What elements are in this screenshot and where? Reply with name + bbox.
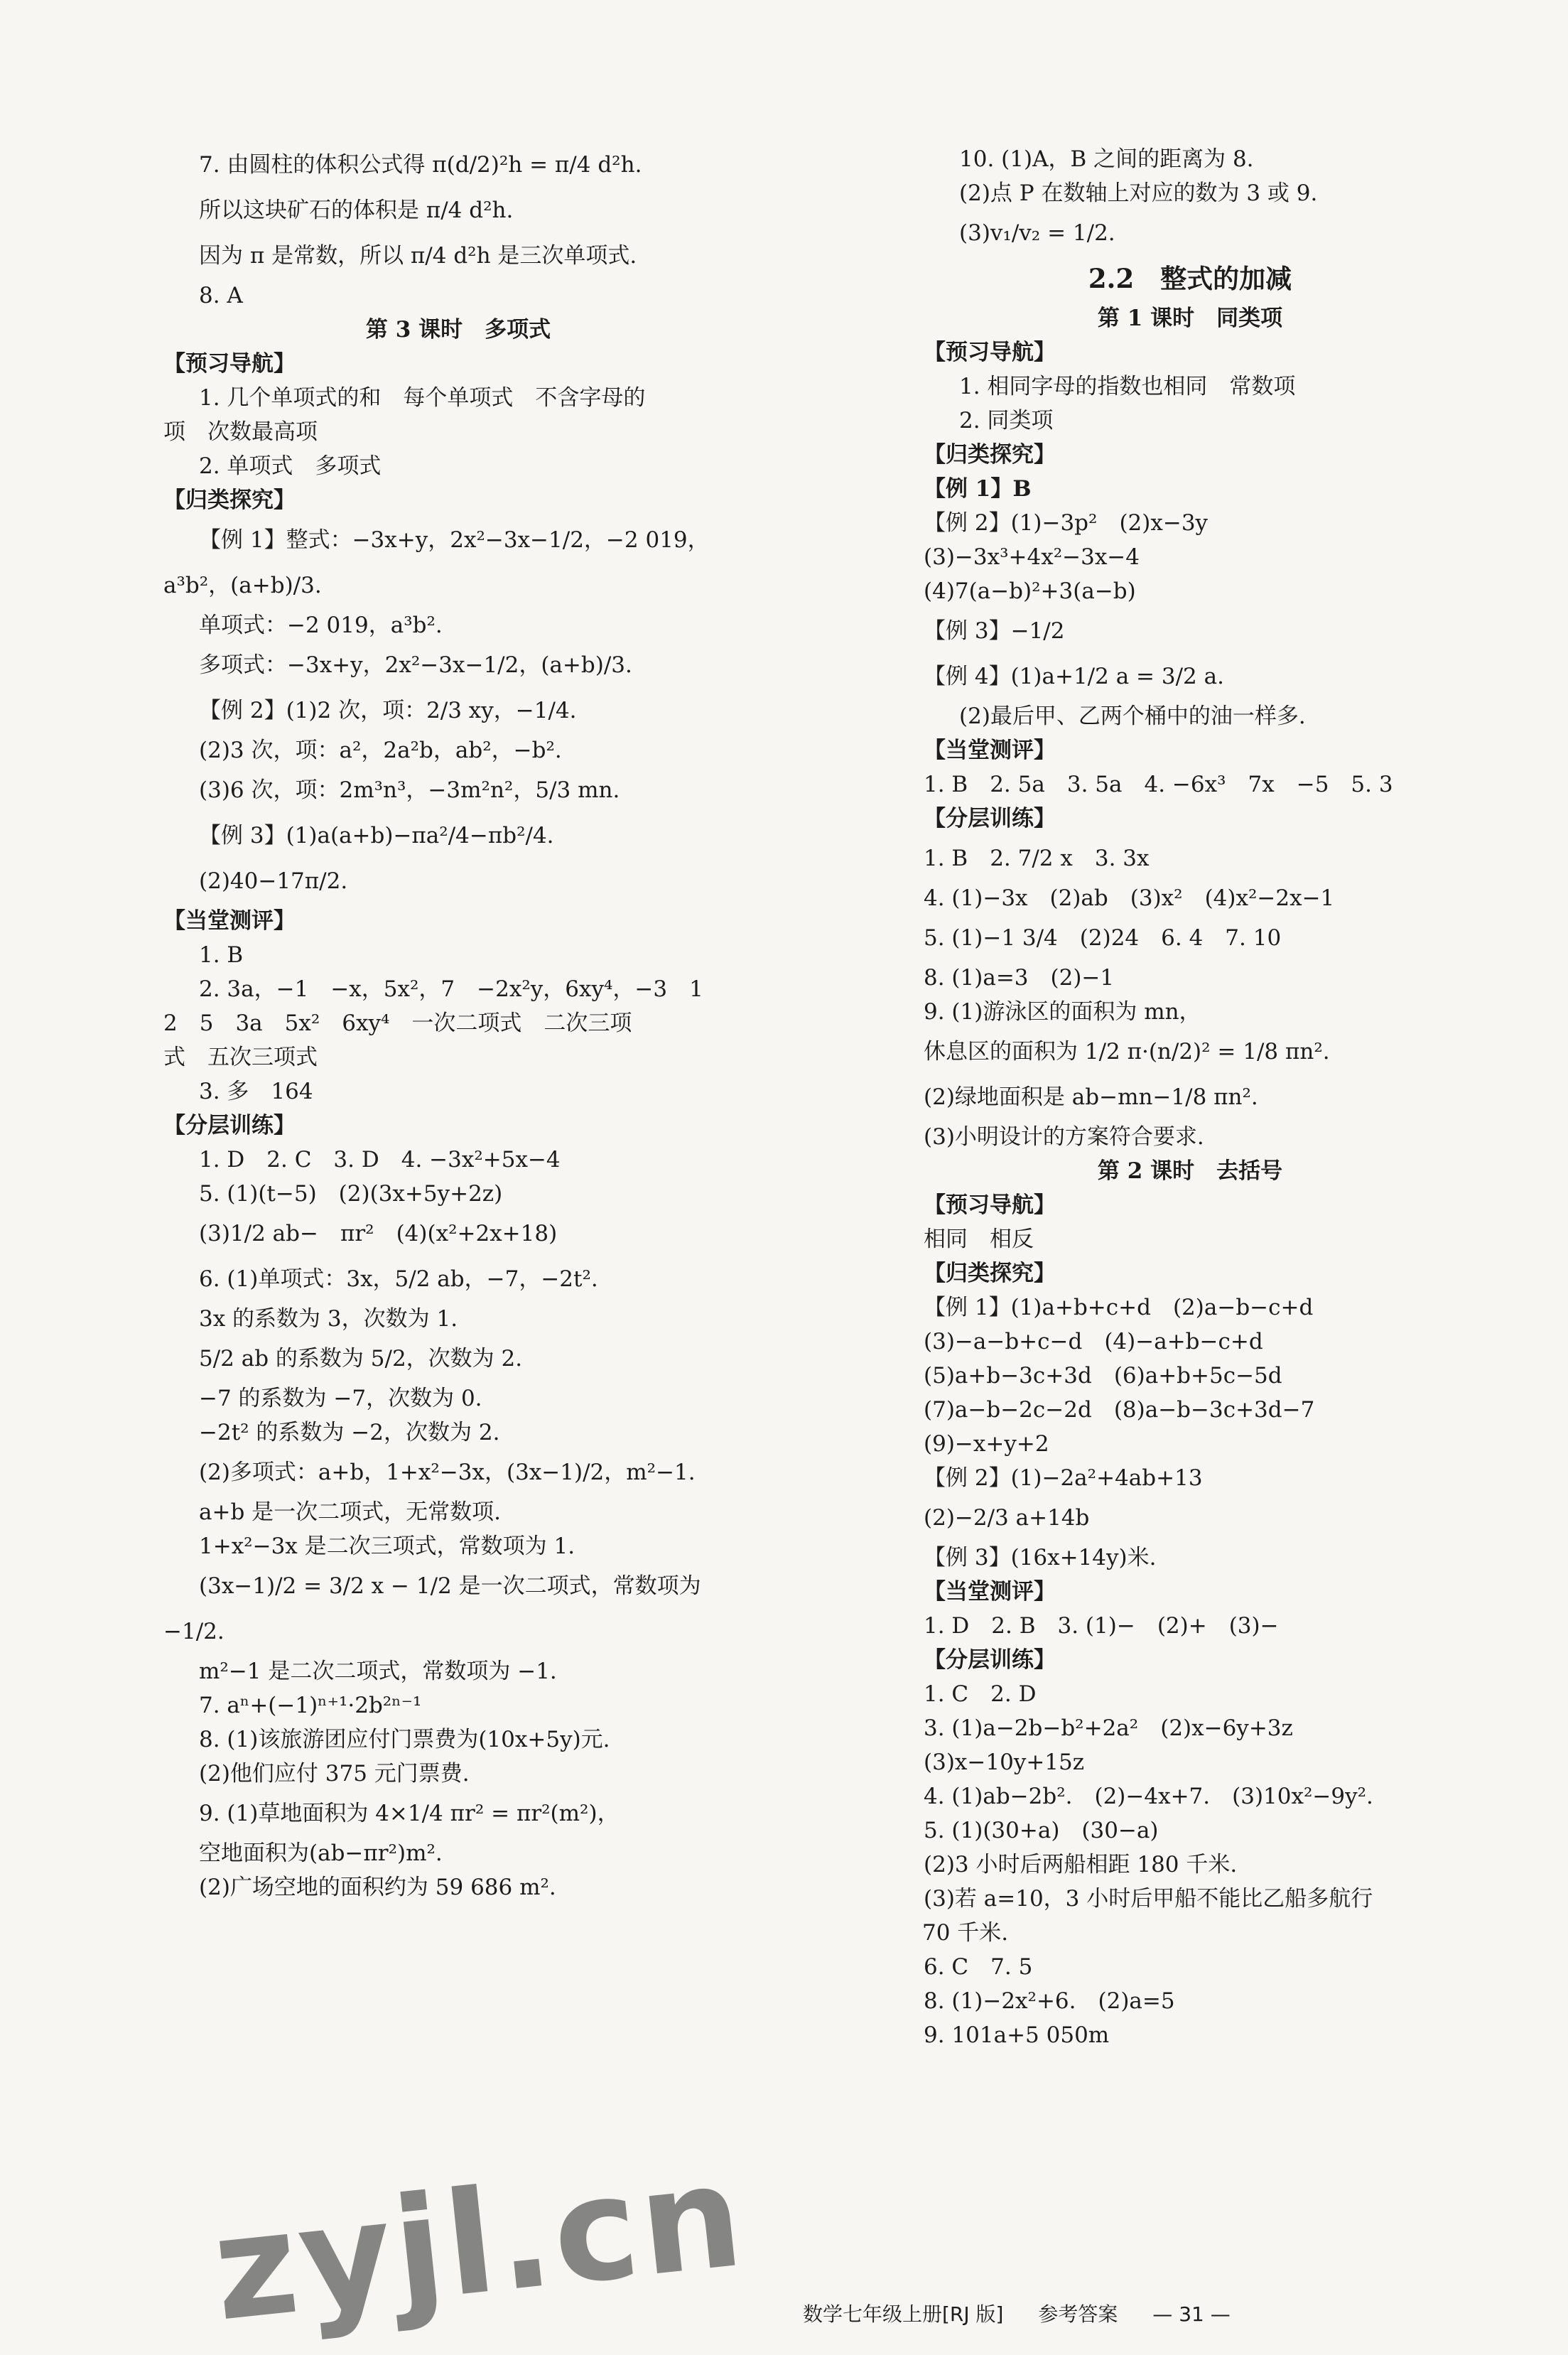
answer-line: (5)a+b−3c+3d (6)a+b+5c−5d xyxy=(924,1363,1282,1389)
answer-line: 70 千米. xyxy=(922,1920,1009,1946)
answer-line: 第 2 课时 去括号 xyxy=(1097,1158,1283,1184)
answer-line: 【例 1】(1)a+b+c+d (2)a−b−c+d xyxy=(924,1295,1314,1320)
answer-line: 【预习导航】 xyxy=(163,351,296,377)
answer-line: (3)若 a=10，3 小时后甲船不能比乙船多航行 xyxy=(924,1886,1373,1912)
answer-line: 8. (1)−2x²+6. (2)a=5 xyxy=(924,1988,1175,2014)
answer-line: 【归类探究】 xyxy=(924,1261,1056,1286)
answer-line: (3)−3x³+4x²−3x−4 xyxy=(924,544,1140,570)
answer-line: 6. C 7. 5 xyxy=(924,1954,1033,1980)
answer-line: (2)3 次，项：a²，2a²b，ab²，−b². xyxy=(199,738,562,763)
answer-line: 因为 π 是常数，所以 π/4 d²h 是三次单项式. xyxy=(199,243,637,269)
answer-line: 【例 3】(16x+14y)米. xyxy=(924,1545,1157,1570)
answer-line: (2)40−17π/2. xyxy=(199,868,348,894)
answer-line: 第 3 课时 多项式 xyxy=(365,317,551,343)
answer-line: 【归类探究】 xyxy=(163,487,296,513)
answer-line: 3. (1)a−2b−b²+2a² (2)x−6y+3z xyxy=(924,1715,1293,1741)
answer-line: 休息区的面积为 1/2 π·(n/2)² = 1/8 πn². xyxy=(924,1039,1330,1065)
answer-line: 【分层训练】 xyxy=(163,1113,296,1138)
answer-line: (2)最后甲、乙两个桶中的油一样多. xyxy=(959,704,1306,729)
page-footer xyxy=(803,2299,1259,2327)
answer-line: −7 的系数为 −7，次数为 0. xyxy=(199,1386,482,1411)
answer-line: (3)v₁/v₂ = 1/2. xyxy=(959,220,1115,246)
answer-line: (3)6 次，项：2m³n³，−3m²n²，5/3 mn. xyxy=(199,777,620,803)
answer-line: a+b 是一次二项式，无常数项. xyxy=(199,1499,502,1525)
answer-line: 2. 3a，−1 −x，5x²，7 −2x²y，6xy⁴，−3 1 xyxy=(199,976,703,1002)
answer-line: 相同 相反 xyxy=(924,1227,1034,1252)
answer-line: (9)−x+y+2 xyxy=(924,1431,1049,1457)
answer-line: 7. 由圆柱的体积公式得 π(d/2)²h = π/4 d²h. xyxy=(199,152,642,178)
answer-line: 1. D 2. B 3. (1)− (2)+ (3)− xyxy=(924,1613,1279,1639)
answer-line: a³b²，(a+b)/3. xyxy=(163,573,322,598)
answer-line: 4. (1)−3x (2)ab (3)x² (4)x²−2x−1 xyxy=(924,885,1335,911)
answer-line: 2. 同类项 xyxy=(959,408,1054,433)
answer-line: 9. (1)游泳区的面积为 mn， xyxy=(924,999,1201,1025)
answer-line: 1. B 2. 7/2 x 3. 3x xyxy=(924,846,1150,871)
answer-line: 9. 101a+5 050m xyxy=(924,2022,1110,2048)
answer-line: 1. C 2. D xyxy=(924,1681,1037,1707)
watermark-logo: zyjl.cn xyxy=(205,2133,752,2354)
answer-line: (2)点 P 在数轴上对应的数为 3 或 9. xyxy=(959,180,1318,206)
answer-line: −1/2. xyxy=(163,1619,225,1644)
answer-line: 8. A xyxy=(199,283,243,308)
answer-line: 5. (1)−1 3/4 (2)24 6. 4 7. 10 xyxy=(924,925,1282,951)
answer-line: (3)−a−b+c−d (4)−a+b−c+d xyxy=(924,1329,1263,1354)
answer-line: 7. aⁿ+(−1)ⁿ⁺¹·2b²ⁿ⁻¹ xyxy=(199,1693,422,1718)
answer-line: m²−1 是二次二项式，常数项为 −1. xyxy=(199,1659,557,1684)
answer-line: 1. B 2. 5a 3. 5a 4. −6x³ 7x −5 5. 3 xyxy=(924,772,1393,797)
answer-line: 5. (1)(30+a) (30−a) xyxy=(924,1818,1159,1843)
answer-line: 2 5 3a 5x² 6xy⁴ 一次二项式 二次三项 xyxy=(163,1011,632,1036)
answer-line: 【预习导航】 xyxy=(924,340,1056,365)
answer-line: 【例 3】−1/2 xyxy=(924,618,1065,644)
answer-line: 8. (1)a=3 (2)−1 xyxy=(924,965,1115,991)
answer-line: 3. 多 164 xyxy=(199,1079,313,1104)
answer-line: 1. 几个单项式的和 每个单项式 不含字母的 xyxy=(199,385,646,411)
answer-line: 【分层训练】 xyxy=(924,1647,1056,1673)
answer-line: 式 五次三项式 xyxy=(163,1045,318,1070)
answer-line: 4. (1)ab−2b². (2)−4x+7. (3)10x²−9y². xyxy=(924,1784,1373,1809)
answer-line: (3)1/2 ab− πr² (4)(x²+2x+18) xyxy=(199,1221,558,1246)
answer-line: 空地面积为(ab−πr²)m². xyxy=(199,1841,443,1866)
answer-line: 10. (1)A，B 之间的距离为 8. xyxy=(959,146,1254,172)
answer-line: 5/2 ab 的系数为 5/2，次数为 2. xyxy=(199,1346,523,1371)
answer-line: 【当堂测评】 xyxy=(924,738,1056,763)
answer-line: 【分层训练】 xyxy=(924,806,1056,831)
answer-line: 多项式：−3x+y，2x²−3x−1/2，(a+b)/3. xyxy=(199,652,632,678)
answer-line: 所以这块矿石的体积是 π/4 d²h. xyxy=(199,198,514,223)
answer-line: 【例 3】(1)a(a+b)−πa²/4−πb²/4. xyxy=(199,823,554,848)
answer-line: (2)他们应付 375 元门票费. xyxy=(199,1761,470,1787)
answer-line: 【当堂测评】 xyxy=(924,1579,1056,1605)
answer-line: 6. (1)单项式：3x，5/2 ab，−7，−2t². xyxy=(199,1266,598,1292)
answer-line: (2)广场空地的面积约为 59 686 m². xyxy=(199,1875,556,1900)
answer-line: 【例 1】B xyxy=(924,476,1032,502)
answer-line: (2)多项式：a+b，1+x²−3x，(3x−1)/2，m²−1. xyxy=(199,1460,696,1485)
answer-line: 【例 2】(1)2 次，项：2/3 xy，−1/4. xyxy=(199,698,577,723)
answer-line: 【例 2】(1)−2a²+4ab+13 xyxy=(924,1465,1203,1491)
footer-page-number: — 31 — xyxy=(1152,2302,1231,2326)
answer-line: 1. D 2. C 3. D 4. −3x²+5x−4 xyxy=(199,1147,561,1173)
footer-book-title: 数学七年级上册[RJ 版] xyxy=(803,2302,1004,2326)
answer-line: 5. (1)(t−5) (2)(3x+5y+2z) xyxy=(199,1181,503,1207)
right-column xyxy=(924,142,1456,2052)
answer-line: 【例 1】整式：−3x+y，2x²−3x−1/2，−2 019， xyxy=(199,527,710,553)
answer-line: 1+x²−3x 是二次三项式，常数项为 1. xyxy=(199,1534,575,1559)
answer-line: (7)a−b−2c−2d (8)a−b−3c+3d−7 xyxy=(924,1397,1315,1423)
answer-line: (2)3 小时后两船相距 180 千米. xyxy=(924,1852,1238,1877)
left-column xyxy=(163,142,753,1904)
answer-line: −2t² 的系数为 −2，次数为 2. xyxy=(199,1420,500,1445)
answer-line: 【当堂测评】 xyxy=(163,908,296,934)
answer-line: (4)7(a−b)²+3(a−b) xyxy=(924,578,1136,604)
answer-line: 【归类探究】 xyxy=(924,442,1056,468)
answer-line: 【预习导航】 xyxy=(924,1192,1056,1218)
answer-line: (2)绿地面积是 ab−mn−1/8 πn². xyxy=(924,1084,1258,1110)
answer-line: 8. (1)该旅游团应付门票费为(10x+5y)元. xyxy=(199,1727,610,1752)
answer-line: 2. 单项式 多项式 xyxy=(199,453,382,479)
answer-line: 9. (1)草地面积为 4×1/4 πr² = πr²(m²)， xyxy=(199,1801,620,1826)
answer-line: 【例 4】(1)a+1/2 a = 3/2 a. xyxy=(924,664,1224,689)
answer-line: (3)小明设计的方案符合要求. xyxy=(924,1124,1204,1150)
answer-line: 第 1 课时 同类项 xyxy=(1097,306,1283,331)
answer-line: 2.2 整式的加减 xyxy=(1088,263,1292,294)
answer-line: 项 次数最高项 xyxy=(163,419,318,445)
answer-line: 1. 相同字母的指数也相同 常数项 xyxy=(959,374,1296,399)
answer-line: 3x 的系数为 3，次数为 1. xyxy=(199,1306,458,1332)
footer-section: 参考答案 xyxy=(1038,2302,1118,2326)
answer-line: 1. B xyxy=(199,942,244,968)
answer-line: (3x−1)/2 = 3/2 x − 1/2 是一次二项式，常数项为 xyxy=(199,1573,701,1599)
answer-line: 单项式：−2 019，a³b². xyxy=(199,613,443,638)
answer-line: (2)−2/3 a+14b xyxy=(924,1505,1090,1531)
answer-line: (3)x−10y+15z xyxy=(924,1750,1085,1775)
answer-line: 【例 2】(1)−3p² (2)x−3y xyxy=(924,510,1209,536)
